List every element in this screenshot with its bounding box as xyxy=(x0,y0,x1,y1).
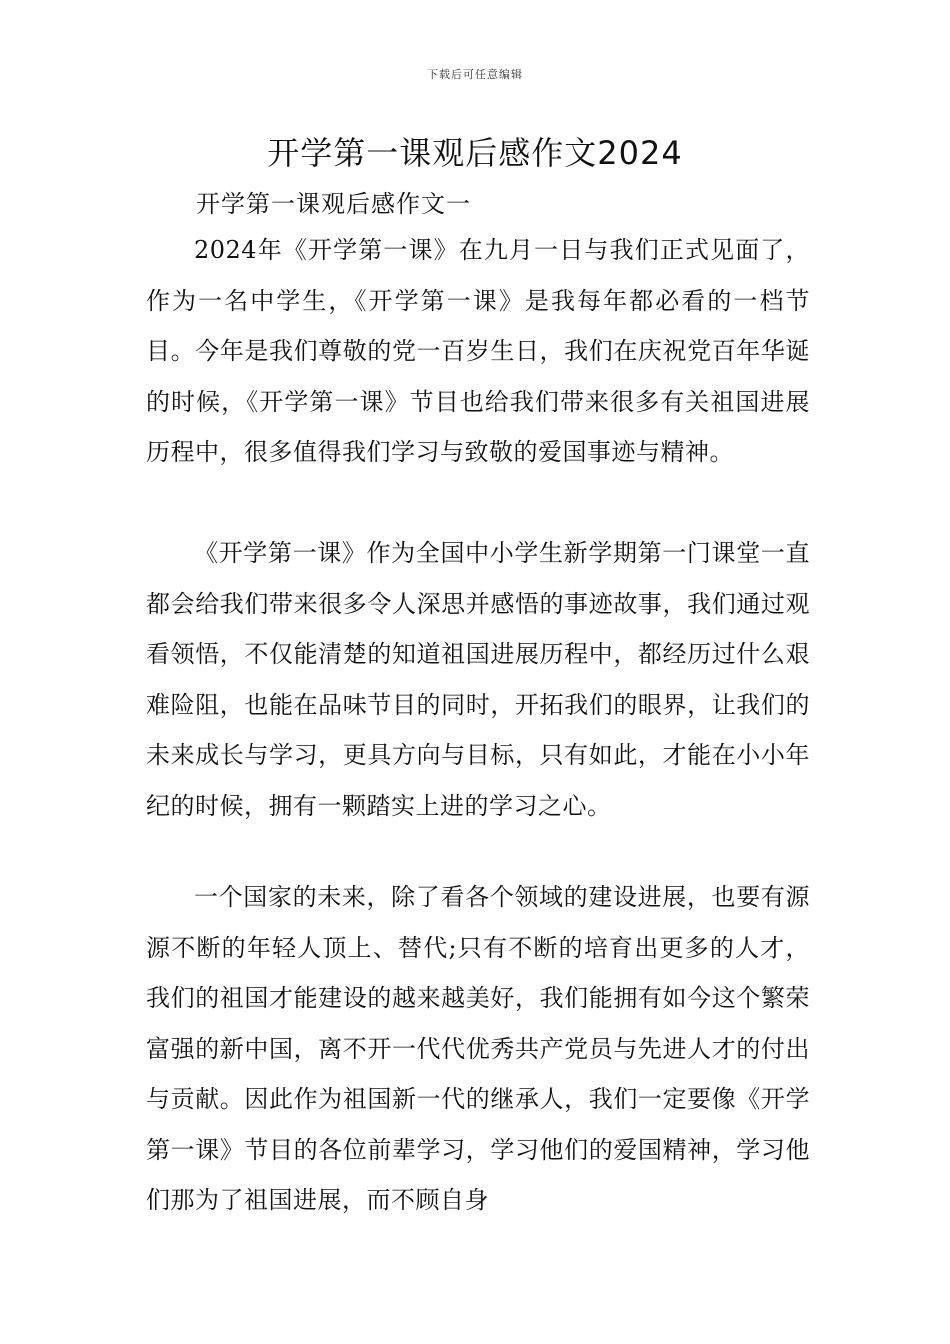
document-subtitle: 开学第一课观后感作文一 xyxy=(196,190,471,218)
paragraph-2: 《开学第一课》作为全国中小学生新学期第一门课堂一直都会给我们带来很多令人深思并感悟的事迹故事，我们通过观看领悟，不仅能清楚的知道祖国进展历程中，都经历过什么艰难险阻，也能在品味节目的同时，开拓我们的眼界，让我们的未来成长与学习，更具方向与目标，只有如此，才能在小小年纪的时候，拥有一颗踏实上进的学习之心。 xyxy=(146,539,810,820)
paragraph-1: 2024年《开学第一课》在九月一日与我们正式见面了，作为一名中学生，《开学第一课》是我每年都必看的一档节目。今年是我们尊敬的党一百岁生日，我们在庆祝党百年华诞的时候，《开学第一课》节目也给我们带来很多有关祖国进展历程中，很多值得我们学习与致敬的爱国事迹与精神。 xyxy=(146,236,810,466)
header-note: 下载后可任意编辑 xyxy=(427,68,523,81)
document-title: 开学第一课观后感作文2024 xyxy=(267,134,683,172)
paragraph-3: 一个国家的未来，除了看各个领域的建设进展，也要有源源不断的年轻人顶上、替代;只有不断的培育出更多的人才，我们的祖国才能建设的越来越美好，我们能拥有如今这个繁荣富强的新中国，离不开一代代优秀共产党员与先进人才的付出与贡献。因此作为祖国新一代的继承人，我们一定要像《开学第一课》节目的各位前辈学习，学习他们的爱国精神，学习他们那为了祖国进展，而不顾自身 xyxy=(146,883,810,1214)
